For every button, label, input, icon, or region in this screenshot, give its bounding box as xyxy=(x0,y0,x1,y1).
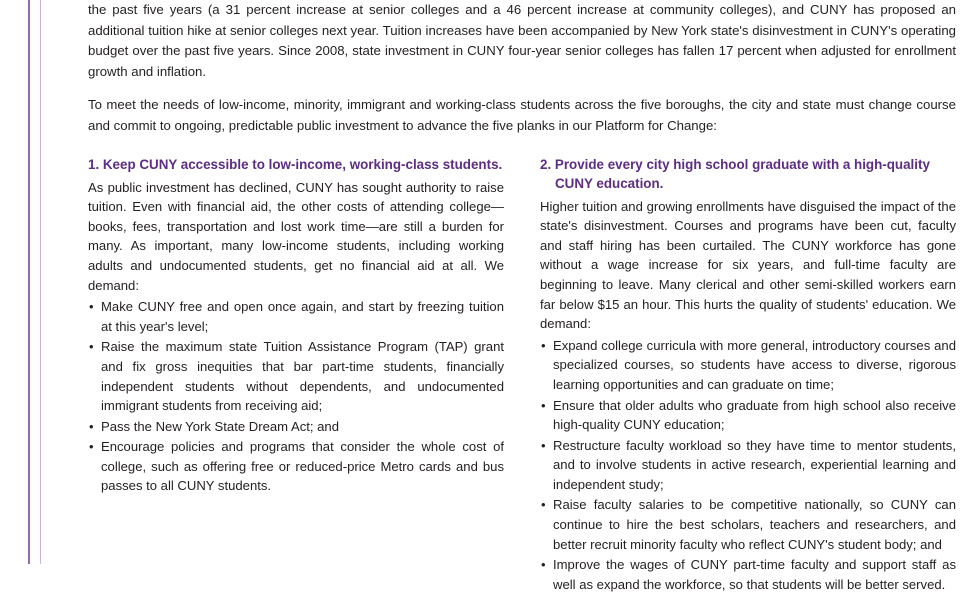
left-margin-rule-inner xyxy=(40,0,41,564)
plank-2-heading-line2: CUNY education. xyxy=(555,175,664,191)
plank-2-bullet-list xyxy=(540,336,956,595)
plank-2-heading xyxy=(540,155,956,193)
plank-1-body: As public investment has declined, CUNY has sought authority to raise tuition. Even with financial aid, the other costs of attending college—books, fees, transportation and lost work time—are still a burden for many. As important, many low-income students, including working adults and undocumented students, get no financial aid at all. We demand: xyxy=(88,179,504,293)
list-item: • Make CUNY free and open once again, and start by freezing tuition at this year's level; xyxy=(88,297,504,336)
list-item: • Raise the maximum state Tuition Assistance Program (TAP) grant and fix gross inequities that bar part-time students, financially independent students without dependents, and undocumented immigrant students from receiving aid; xyxy=(88,337,504,415)
list-item: • Raise faculty salaries to be competitive nationally, so CUNY can continue to hire the best scholars, teachers and researchers, and better recruit minority faculty who reflect CUNY's student body; and xyxy=(540,495,956,554)
intro-paragraph-1: the past five years (a 31 percent increase at senior colleges and a 46 percent increase at community colleges), and CUNY has proposed an additional tuition hike at senior colleges next year. Tuition increases have been accompanied by New York state's disinvestment in CUNY's operating budget over the past five years. Since 2008, state investment in CUNY four-year senior colleges has fallen 17 percent when adjusted for enrollment growth and inflation. xyxy=(88,2,956,79)
list-item: • Restructure faculty workload so they have time to mentor students, and to involve students in active research, experiential learning and independent study; xyxy=(540,436,956,495)
list-item: • Pass the New York State Dream Act; and xyxy=(88,417,504,437)
list-item: • Encourage policies and programs that consider the whole cost of college, such as offering free or reduced-price Metro cards and bus passes to all CUNY students. xyxy=(88,437,504,496)
column-plank-1 xyxy=(88,155,504,595)
list-item: • Expand college curricula with more general, introductory courses and specialized courses, so students have access to diverse, rigorous learning opportunities and can graduate on time; xyxy=(540,336,956,395)
plank-2-body: Higher tuition and growing enrollments have disguised the impact of the state's disinvestment. Courses and programs have been cut, faculty and staff hiring has been curtailed. The CUNY workforce has gone without a wage increase for six years, and full-time faculty are beginning to leave. Many clerical and other semi-skilled workers earn far below $15 an hour. This hurts the quality of students' education. We demand: xyxy=(540,198,956,332)
plank-2-heading-line1: 2. Provide every city high school graduate with a high-quality xyxy=(540,156,930,172)
plank-1-heading-line1: 1. Keep CUNY accessible to low-income, working-class students. xyxy=(88,156,503,172)
two-column-body xyxy=(88,155,956,595)
column-plank-2 xyxy=(540,155,956,595)
intro-section xyxy=(88,0,956,137)
left-margin-rule-outer xyxy=(28,0,30,564)
plank-1-bullet-list xyxy=(88,297,504,496)
intro-paragraph-2: To meet the needs of low-income, minority, immigrant and working-class students across the five boroughs, the city and state must change course and commit to ongoing, predictable public investment to advance the five planks in our Platform for Change: xyxy=(88,97,956,133)
list-item: • Improve the wages of CUNY part-time faculty and support staff as well as expand the workforce, so that students will be better served. xyxy=(540,555,956,594)
list-item: • Ensure that older adults who graduate from high school also receive high-quality CUNY education; xyxy=(540,396,956,435)
page-content xyxy=(88,0,956,595)
plank-1-heading xyxy=(88,155,504,174)
